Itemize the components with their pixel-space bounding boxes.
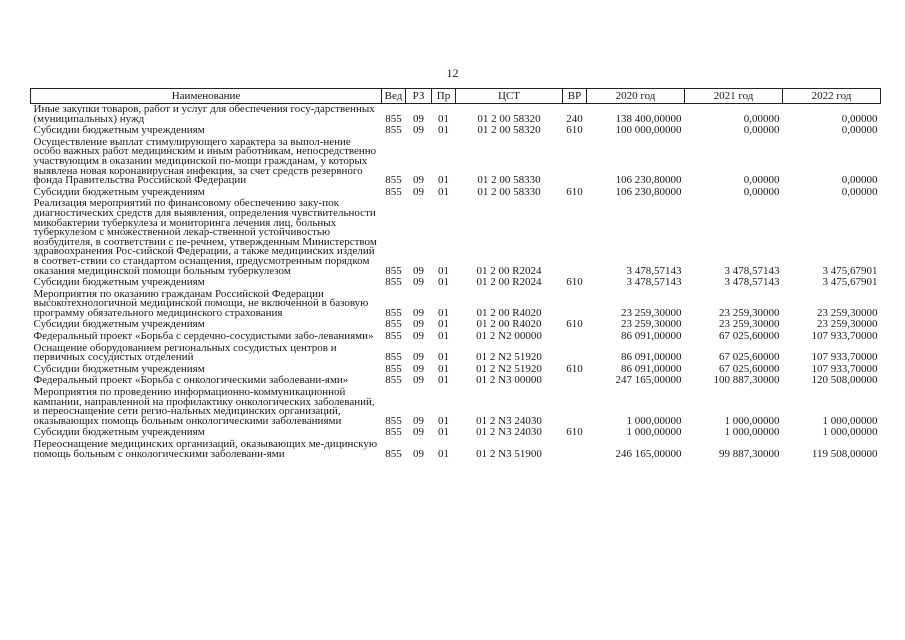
row-vr: 240 xyxy=(566,112,583,125)
row-2021: 3 478,57143 xyxy=(724,277,780,289)
row-name: Мероприятия по проведению информационно-коммуникационной кампании, направленной на профилактику онкологических заболеваний, и переоснащение сети регио-нальных медицинских организаций, оказывающих помощь больным онкологическими заболеваниями xyxy=(33,387,375,427)
row-2022: 120 508,00000 xyxy=(811,375,878,387)
row-rz: 09 xyxy=(413,351,424,364)
table-row xyxy=(31,125,881,137)
row-rz: 09 xyxy=(413,277,424,289)
row-cst: 01 2 00 58330 xyxy=(477,174,541,187)
row-cst: 01 2 00 58320 xyxy=(477,112,541,125)
row-2022: 1 000,00000 xyxy=(822,414,878,427)
row-name: Субсидии бюджетным учреждениям xyxy=(33,125,205,137)
row-cst: 01 2 N3 00000 xyxy=(476,375,542,387)
table-row xyxy=(31,364,881,376)
row-ved: 855 xyxy=(385,375,402,387)
page-number: 12 xyxy=(446,66,459,80)
row-name: Федеральный проект «Борьба с сердечно-сосудистыми забо-леваниями» xyxy=(33,331,374,343)
row-pr: 01 xyxy=(438,306,449,319)
row-2021: 1 000,00000 xyxy=(724,414,780,427)
row-ved: 855 xyxy=(385,427,402,439)
row-2022: 3 475,67901 xyxy=(822,277,878,289)
header-name: Наименование xyxy=(31,89,382,104)
row-2020: 86 091,00000 xyxy=(621,351,682,364)
table-row xyxy=(31,187,881,199)
row-cst: 01 2 N3 24030 xyxy=(476,414,542,427)
row-2022: 23 259,30000 xyxy=(817,306,878,319)
row-name: Иные закупки товаров, работ и услуг для обеспечения госу-дарственных (муниципальных) нужд xyxy=(33,103,375,125)
row-2020: 100 000,00000 xyxy=(615,125,682,137)
row-cst: 01 2 00 58330 xyxy=(477,186,541,198)
row-pr: 01 xyxy=(438,112,449,125)
row-cst: 01 2 N2 51920 xyxy=(476,351,542,364)
row-cst: 01 2 00 R4020 xyxy=(476,319,542,331)
row-pr: 01 xyxy=(438,427,449,439)
row-2022: 1 000,00000 xyxy=(822,427,878,439)
row-name: Переоснащение медицинских организаций, оказывающих ме-дицинскую помощь больным с онкологическими заболевани-ями xyxy=(33,439,378,460)
row-pr: 01 xyxy=(438,186,449,198)
row-name: Оснащение оборудованием региональных сосудистых центров и первичных сосудистых отделений xyxy=(33,342,337,364)
row-pr: 01 xyxy=(438,331,449,343)
row-2021: 0,00000 xyxy=(743,125,780,137)
row-ved: 855 xyxy=(385,319,402,331)
row-ved: 855 xyxy=(385,351,402,364)
table-row xyxy=(31,375,881,387)
row-rz: 09 xyxy=(413,306,424,319)
row-name: Субсидии бюджетным учреждениям xyxy=(33,363,205,375)
row-vr: 610 xyxy=(566,125,583,137)
row-2020: 3 478,57143 xyxy=(626,264,682,277)
row-2022: 107 933,70000 xyxy=(811,363,878,375)
row-pr: 01 xyxy=(438,351,449,364)
table-row xyxy=(31,277,881,289)
row-ved: 855 xyxy=(385,306,402,319)
row-vr xyxy=(563,198,587,277)
row-2022: 107 933,70000 xyxy=(811,331,878,343)
row-2020: 3 478,57143 xyxy=(626,277,682,289)
row-vr: 610 xyxy=(566,277,583,289)
header-cst: ЦСТ xyxy=(456,89,563,104)
row-rz: 09 xyxy=(413,427,424,439)
row-name: Субсидии бюджетным учреждениям xyxy=(33,319,205,331)
header-rz: РЗ xyxy=(406,89,432,104)
row-2022: 0,00000 xyxy=(841,186,878,198)
header-2022: 2022 год xyxy=(783,89,881,104)
row-vr: 610 xyxy=(566,319,583,331)
row-2021: 23 259,30000 xyxy=(719,306,780,319)
row-2020: 138 400,00000 xyxy=(615,112,682,125)
header-vr: ВР xyxy=(563,89,587,104)
header-pr: Пр xyxy=(432,89,456,104)
row-cst: 01 2 N2 51920 xyxy=(476,363,542,375)
row-pr: 01 xyxy=(438,264,449,277)
row-rz: 09 xyxy=(413,174,424,187)
row-name: Федеральный проект «Борьба с онкологическими заболевани-ями» xyxy=(33,375,349,387)
row-pr: 01 xyxy=(438,414,449,427)
row-rz: 09 xyxy=(413,112,424,125)
row-rz: 09 xyxy=(413,375,424,387)
row-vr xyxy=(563,439,587,460)
row-2021: 0,00000 xyxy=(743,186,780,198)
row-cst: 01 2 00 58320 xyxy=(477,125,541,137)
row-ved: 855 xyxy=(385,447,402,460)
row-cst: 01 2 00 R2024 xyxy=(476,264,542,277)
row-ved: 855 xyxy=(385,363,402,375)
row-2021: 0,00000 xyxy=(743,174,780,187)
row-ved: 855 xyxy=(385,112,402,125)
row-2020: 1 000,00000 xyxy=(626,414,682,427)
row-vr: 610 xyxy=(566,363,583,375)
row-2022: 119 508,00000 xyxy=(811,447,878,460)
row-ved: 855 xyxy=(385,186,402,198)
row-2021: 67 025,60000 xyxy=(719,331,780,343)
row-cst: 01 2 N3 24030 xyxy=(476,427,542,439)
row-rz: 09 xyxy=(413,264,424,277)
row-pr: 01 xyxy=(438,319,449,331)
row-2020: 106 230,80000 xyxy=(615,174,682,187)
row-vr: 610 xyxy=(566,427,583,439)
row-ved: 855 xyxy=(385,264,402,277)
row-2020: 86 091,00000 xyxy=(621,331,682,343)
row-2022: 0,00000 xyxy=(841,112,878,125)
row-cst: 01 2 00 R4020 xyxy=(476,306,542,319)
row-name: Субсидии бюджетным учреждениям xyxy=(33,427,205,439)
row-2021: 67 025,60000 xyxy=(719,363,780,375)
table-row xyxy=(31,137,881,187)
row-rz: 09 xyxy=(413,319,424,331)
table-row xyxy=(31,289,881,320)
header-ved: Вед xyxy=(382,89,406,104)
table-row xyxy=(31,427,881,439)
table-row xyxy=(31,198,881,277)
table-row xyxy=(31,104,881,126)
row-rz: 09 xyxy=(413,414,424,427)
row-2021: 1 000,00000 xyxy=(724,427,780,439)
row-2020: 1 000,00000 xyxy=(626,427,682,439)
table-row xyxy=(31,439,881,460)
table-header-row xyxy=(31,89,881,104)
row-vr xyxy=(563,343,587,364)
row-name: Субсидии бюджетным учреждениям xyxy=(33,277,205,289)
row-name: Субсидии бюджетным учреждениям xyxy=(33,186,205,198)
row-pr: 01 xyxy=(438,375,449,387)
row-2021: 100 887,30000 xyxy=(713,375,780,387)
row-rz: 09 xyxy=(413,363,424,375)
row-2021: 23 259,30000 xyxy=(719,319,780,331)
row-cst: 01 2 00 R2024 xyxy=(476,277,542,289)
header-2021: 2021 год xyxy=(685,89,783,104)
row-pr: 01 xyxy=(438,174,449,187)
table-row xyxy=(31,331,881,343)
row-2021: 3 478,57143 xyxy=(724,264,780,277)
row-cst: 01 2 N2 00000 xyxy=(476,331,542,343)
row-name: Реализация мероприятий по финансовому обеспечению заку-пок диагностических средств для выявления, определения чувствительности микобактерии туберкулеза и мониторинга лечения лиц, больных туберкулезом с множественной лекар-ственной устойчивостью возбудителя, в соответствии с пе-речнем, утвержденным Министерством здравоохранения Рос-сийской Федерации, а также медицинских изделий в соответ-ствии со стандартом оснащения, предусмотренным порядком оказания медицинской помощи больным туберкулезом xyxy=(33,198,377,277)
row-name: Осуществление выплат стимулирующего характера за выпол-нение особо важных работ медицинским и иным работникам, непосредственно участвующим в оказании медицинской по-мощи гражданам, у которых выявлена новая коронавирусная инфекция, за счет средств резервного фонда Правительства Российской Федерации xyxy=(33,136,377,187)
row-rz: 09 xyxy=(413,125,424,137)
row-rz: 09 xyxy=(413,186,424,198)
row-2020: 86 091,00000 xyxy=(621,363,682,375)
row-2022: 23 259,30000 xyxy=(817,319,878,331)
row-ved: 855 xyxy=(385,277,402,289)
row-vr xyxy=(563,387,587,427)
row-2020: 106 230,80000 xyxy=(615,186,682,198)
row-rz: 09 xyxy=(413,331,424,343)
row-vr xyxy=(563,331,587,343)
row-vr: 610 xyxy=(566,186,583,198)
row-vr xyxy=(563,375,587,387)
row-2020: 23 259,30000 xyxy=(621,306,682,319)
table-row xyxy=(31,343,881,364)
table-body xyxy=(31,104,881,461)
row-ved: 855 xyxy=(385,125,402,137)
row-vr xyxy=(563,289,587,320)
row-rz: 09 xyxy=(413,447,424,460)
row-pr: 01 xyxy=(438,447,449,460)
row-cst: 01 2 N3 51900 xyxy=(476,447,542,460)
row-name: Мероприятия по оказанию гражданам Российской Федерации высокотехнологичной медицинской помощи, не включенной в базовую программу обязательного медицинского страхования xyxy=(33,288,369,319)
row-2021: 0,00000 xyxy=(743,112,780,125)
table-row xyxy=(31,319,881,331)
row-2021: 67 025,60000 xyxy=(719,351,780,364)
header-2020: 2020 год xyxy=(587,89,685,104)
row-pr: 01 xyxy=(438,363,449,375)
row-2020: 246 165,00000 xyxy=(615,447,682,460)
row-2020: 247 165,00000 xyxy=(615,375,682,387)
row-pr: 01 xyxy=(438,277,449,289)
row-pr: 01 xyxy=(438,125,449,137)
row-2020: 23 259,30000 xyxy=(621,319,682,331)
row-ved: 855 xyxy=(385,414,402,427)
table-row xyxy=(31,387,881,427)
row-ved: 855 xyxy=(385,331,402,343)
row-2022: 0,00000 xyxy=(841,174,878,187)
row-ved: 855 xyxy=(385,174,402,187)
budget-table xyxy=(30,88,881,460)
row-vr xyxy=(563,137,587,187)
row-2022: 107 933,70000 xyxy=(811,351,878,364)
row-2022: 0,00000 xyxy=(841,125,878,137)
row-2022: 3 475,67901 xyxy=(822,264,878,277)
row-2021: 99 887,30000 xyxy=(719,447,780,460)
